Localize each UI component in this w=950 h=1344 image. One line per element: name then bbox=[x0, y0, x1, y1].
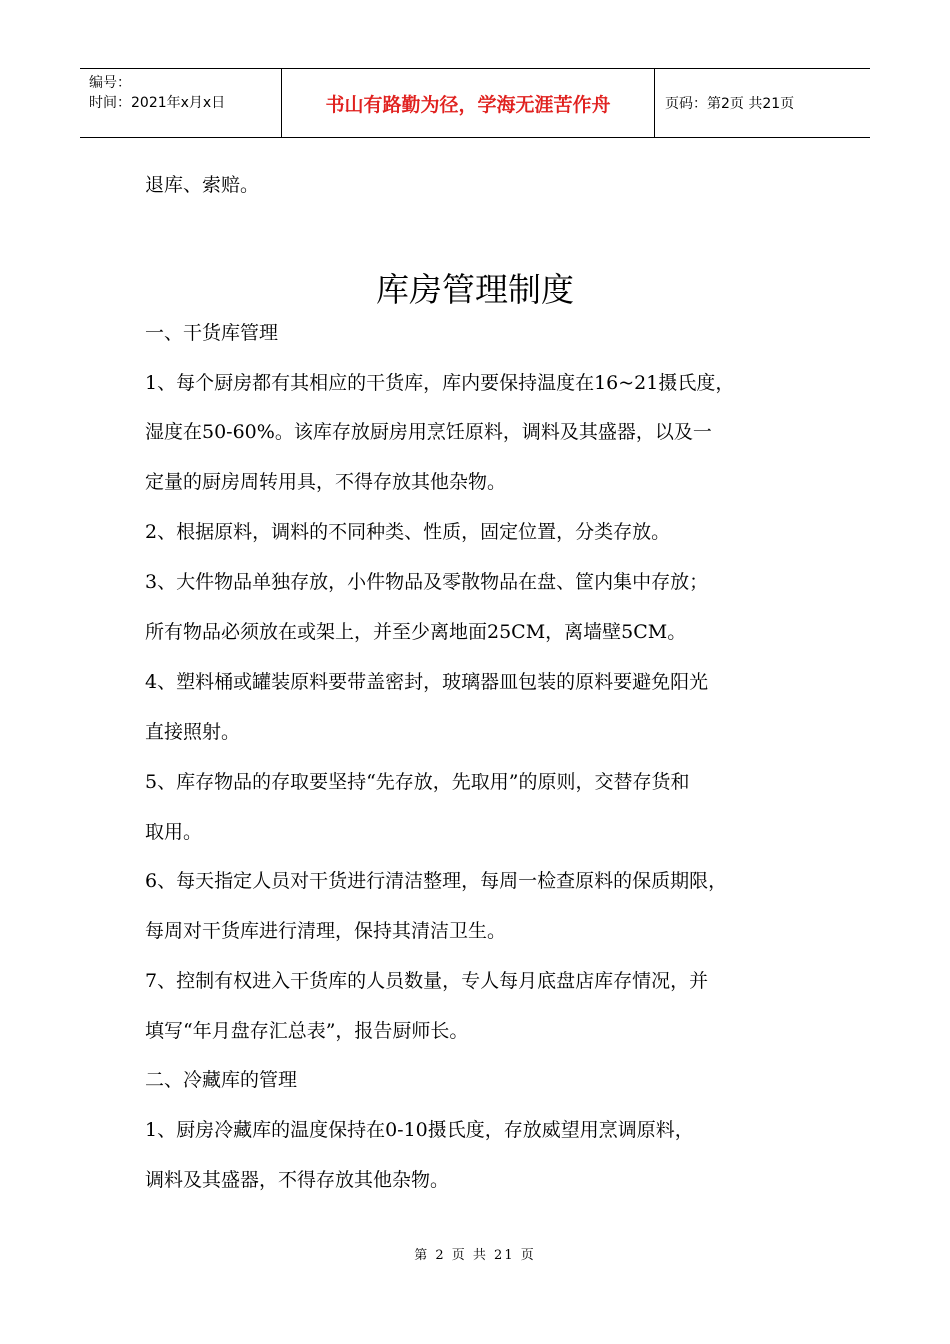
body-line: 2、根据原料，调料的不同种类、性质，固定位置，分类存放。 bbox=[145, 521, 671, 543]
intro-line: 退库、索赔。 bbox=[145, 174, 260, 196]
page-info: 页码：第2页 共21页 bbox=[665, 96, 795, 112]
body-line: 湿度在50-60%。该库存放厨房用烹饪原料，调料及其盛器，以及一 bbox=[145, 421, 712, 443]
header-meta-cell bbox=[80, 69, 282, 137]
motto-text: 书山有路勤为径，学海无涯苦作舟 bbox=[325, 93, 611, 116]
body-line: 所有物品必须放在或架上，并至少离地面25CM，离墙壁5CM。 bbox=[145, 621, 687, 643]
time-label: 时间：2021年x月x日 bbox=[89, 95, 226, 111]
header-motto-cell bbox=[282, 69, 655, 137]
body-line: 1、厨房冷藏库的温度保持在0-10摄氏度，存放威望用烹调原料， bbox=[145, 1119, 694, 1141]
body-line: 每周对干货库进行清理，保持其清洁卫生。 bbox=[145, 920, 507, 942]
body-line: 填写“年月盘存汇总表”，报告厨师长。 bbox=[145, 1020, 469, 1042]
body-line: 6、每天指定人员对干货进行清洁整理，每周一检查原料的保质期限， bbox=[145, 870, 728, 892]
document-title: 库房管理制度 bbox=[376, 270, 574, 309]
body-line: 4、塑料桶或罐装原料要带盖密封，玻璃器皿包装的原料要避免阳光 bbox=[145, 671, 709, 693]
body-line: 直接照射。 bbox=[145, 721, 241, 743]
number-label: 编号： bbox=[89, 75, 131, 91]
header-page-cell bbox=[655, 69, 870, 137]
body-line: 1、每个厨房都有其相应的干货库，库内要保持温度在16~21摄氏度， bbox=[145, 372, 735, 394]
body-line: 定量的厨房周转用具，不得存放其他杂物。 bbox=[145, 471, 507, 493]
body-line: 7、控制有权进入干货库的人员数量，专人每月底盘店库存情况，并 bbox=[145, 970, 709, 992]
body-line: 调料及其盛器，不得存放其他杂物。 bbox=[145, 1169, 450, 1191]
page-footer: 第 2 页 共 21 页 bbox=[414, 1248, 536, 1263]
body-line: 二、冷藏库的管理 bbox=[145, 1069, 298, 1091]
body-line: 一、干货库管理 bbox=[145, 322, 279, 344]
body-line: 取用。 bbox=[145, 821, 203, 843]
page-header bbox=[80, 68, 870, 138]
body-line: 3、大件物品单独存放，小件物品及零散物品在盘、筐内集中存放； bbox=[145, 571, 709, 593]
body-line: 5、库存物品的存取要坚持“先存放，先取用”的原则，交替存货和 bbox=[145, 771, 690, 793]
